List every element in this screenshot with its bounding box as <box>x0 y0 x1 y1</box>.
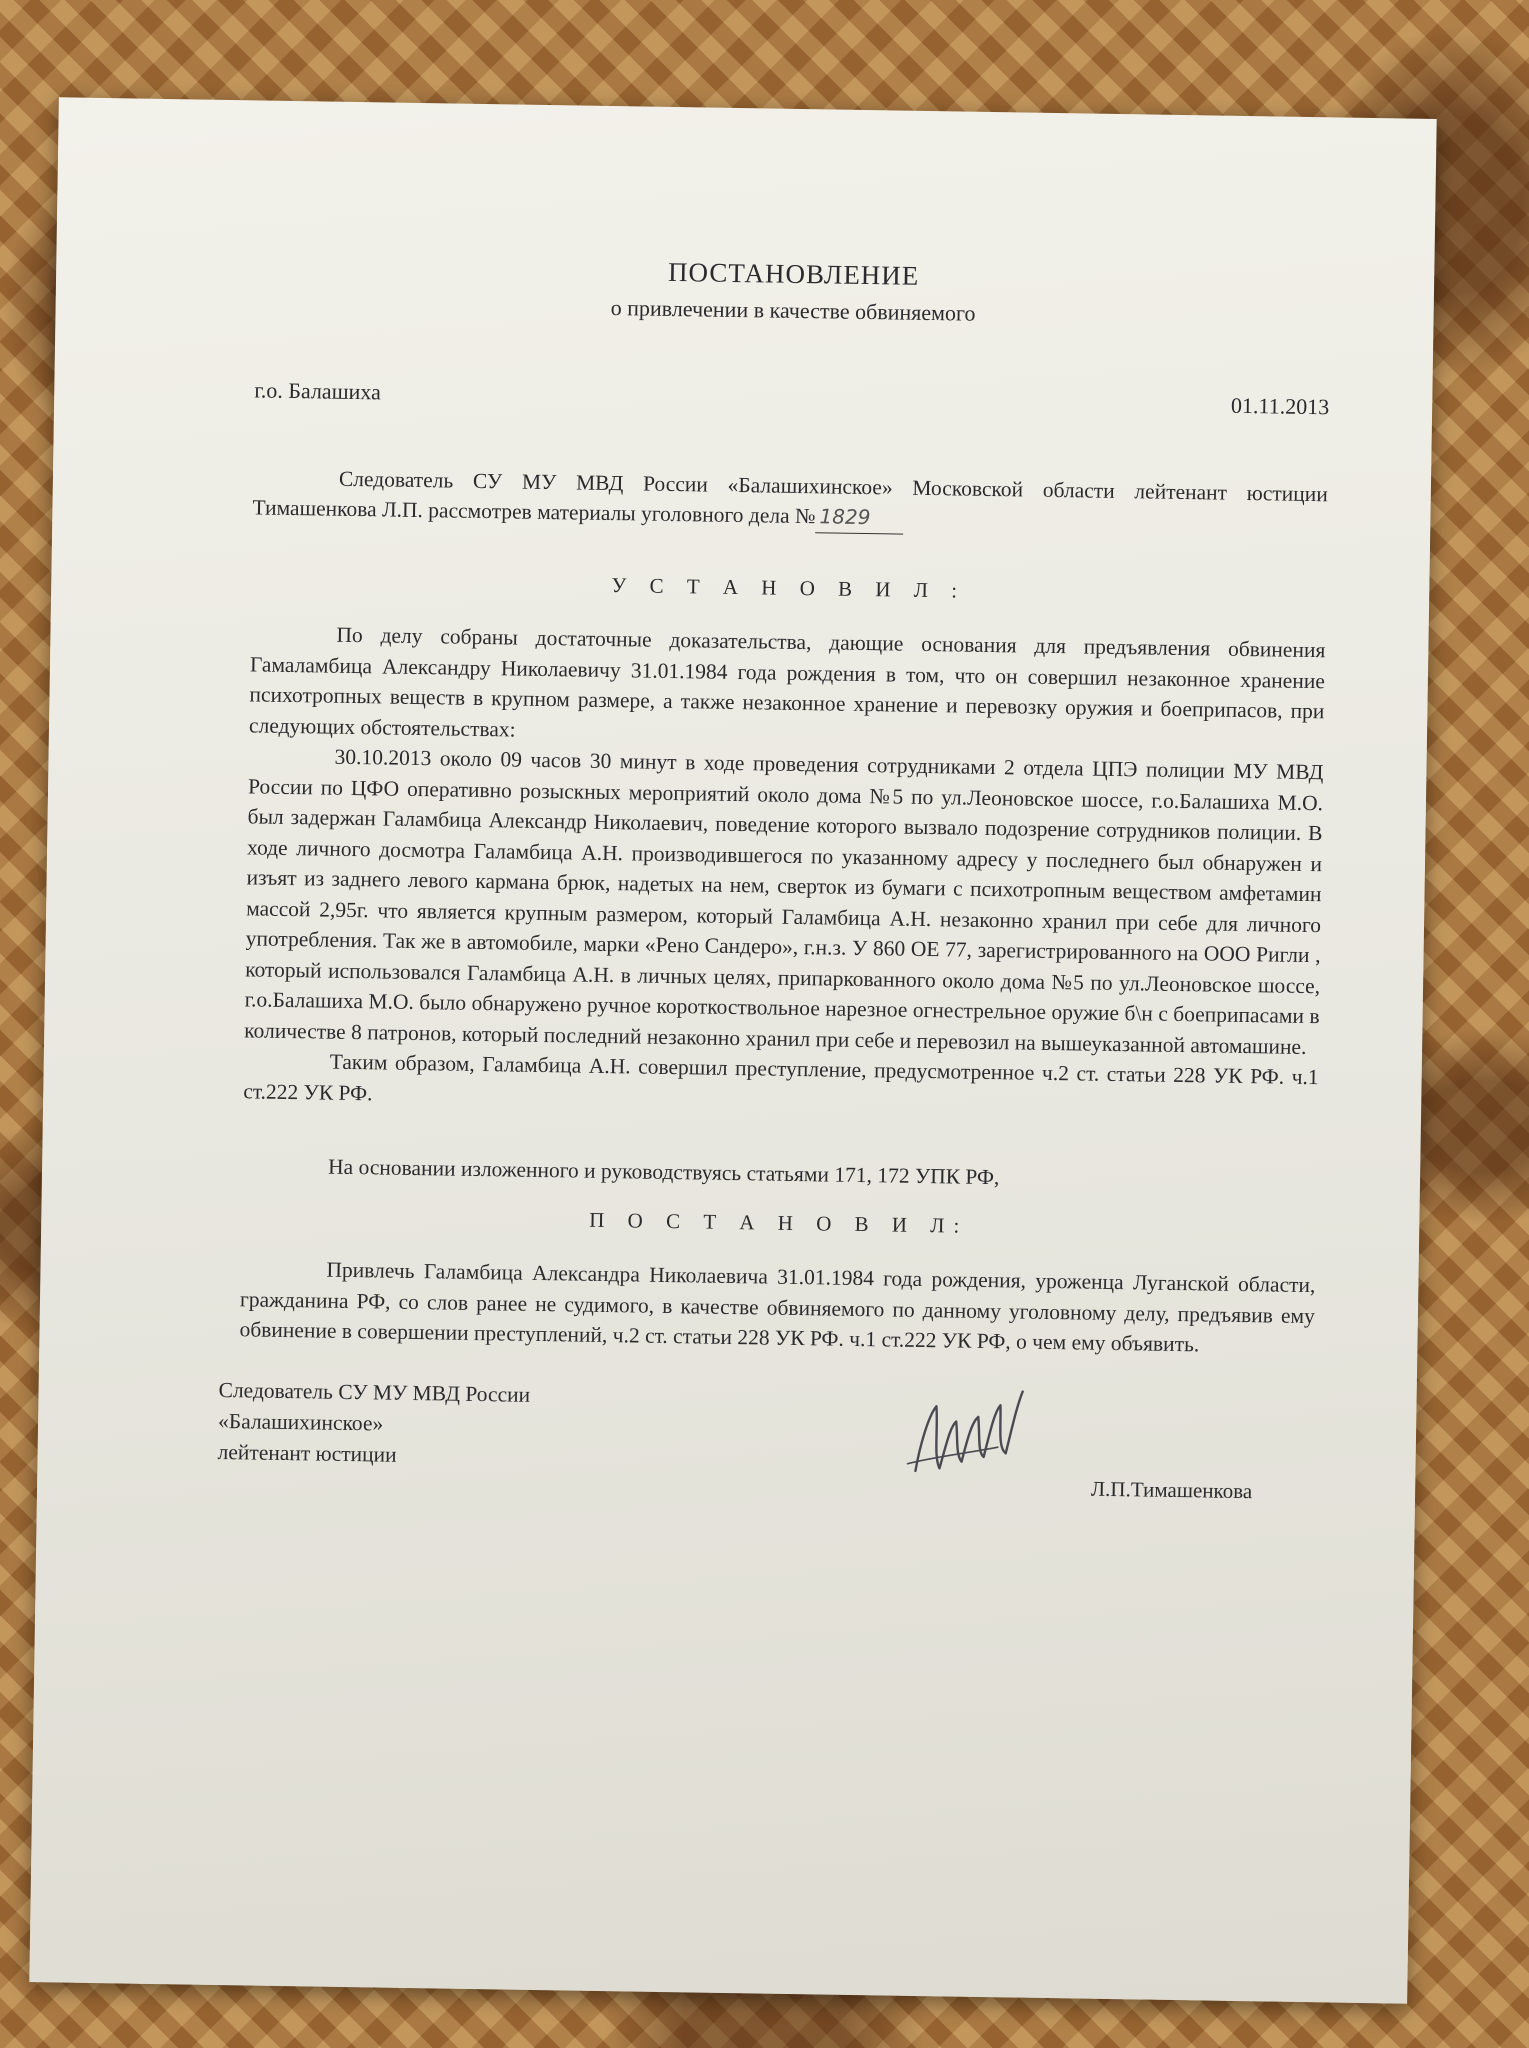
paragraph-circumstances: 30.10.2013 около 09 часов 30 минут в ходе проведения сотрудниками 2 отдела ЦПЭ полиции МУ МВД России по ЦФО оперативно розыскных мероприятий около дома №5 по ул.Леоновское шоссе, г.о.Балашиха М.О. был задержан Галамбица Александр Николаевич, поведение которого вызвало подозрение сотрудников полиции. В ходе личного досмотра Галамбица А.Н. производившегося по указанному адресу у последнего был обнаружен и изъят из заднего левого кармана брюк, надетых на нем, сверток из бумаги с психотропным веществом амфетамин массой 2,95г. что является крупным размером, который Галамбица А.Н. незаконно хранил при себе для личного употребления. Так же в автомобиле, марки «Рено Сандеро», г.н.з. У 860 ОЕ 77, зарегистрированного на ООО Ригли , который использовался Галамбица А.Н. в личных целях, припаркованного около дома №5 по ул.Леоновское шоссе, г.о.Балашиха М.О. было обнаружено ручное короткоствольное нарезное огнестрельное оружие б\н с боеприпасами в количестве 8 патронов, который последний незаконно хранил при себе и перевозил на вышеуказанной автомашине. <box>244 744 1324 1059</box>
case-number-handwritten: 1829 <box>815 501 903 534</box>
place-date-row <box>254 375 1329 422</box>
document-date: 01.11.2013 <box>1230 392 1330 420</box>
paragraph-resolution: Привлечь Галамбица Александра Николаевича 31.01.1984 года рождения, уроженца Луганской области, гражданина РФ, со слов ранее не судимого, в качестве обвиняемого по данному уголовному делу, предъявив ему обвинение в совершении преступлений, ч.2 ст. статьи 228 УК РФ. ч.1 ст.222 УК РФ, о чем ему объявить. <box>239 1257 1316 1357</box>
heading-resolved: П О С Т А Н О В И Л: <box>589 1207 969 1238</box>
signer-title-line-2: «Балашихинское» <box>217 1408 384 1436</box>
signer-title-line-1: Следователь СУ МУ МВД России <box>218 1377 531 1407</box>
signer-title-line-3: лейтенант юстиции <box>217 1439 397 1467</box>
document-sheet <box>29 97 1436 2003</box>
document-subtitle: о привлечении в качестве обвиняемого <box>610 294 976 326</box>
paragraph-conclusion: Таким образом, Галамбица А.Н. совершил преступление, предусмотренное ч.2 ст. статьи 228 УК РФ. ч.1 ст.222 УК РФ. <box>243 1049 1319 1105</box>
document-title: ПОСТАНОВЛЕНИЕ <box>667 256 920 291</box>
intro-paragraph <box>252 462 1328 541</box>
document-body <box>217 250 1331 1541</box>
intro-text: Следователь СУ МУ МВД России «Балашихинское» Московской области лейтенант юстиции Тимашенкова Л.П. рассмотрев материалы уголовного дела № <box>252 466 1329 529</box>
paragraph-basis: На основании изложенного и руководствуясь статьями 171, 172 УПК РФ, <box>327 1154 1000 1190</box>
signer-title <box>217 1374 530 1472</box>
document-place: г.о. Балашиха <box>254 377 382 405</box>
heading-established: У С Т А Н О В И Л : <box>611 572 967 603</box>
handwritten-signature <box>897 1375 1039 1497</box>
signer-name: Л.П.Тимашенкова <box>1090 1476 1253 1503</box>
signature-block <box>217 1375 1313 1542</box>
paragraph-evidence: По делу собраны достаточные доказательства, дающие основания для предъявления обвинения Гамаламбица Александру Николаевичу 31.01.1984 года рождения в том, что он совершил незаконное хранение психотропных веществ в крупном размере, а также незаконное хранение и перевозку оружия и боеприпасов, при следующих обстоятельствах: <box>248 622 1326 742</box>
